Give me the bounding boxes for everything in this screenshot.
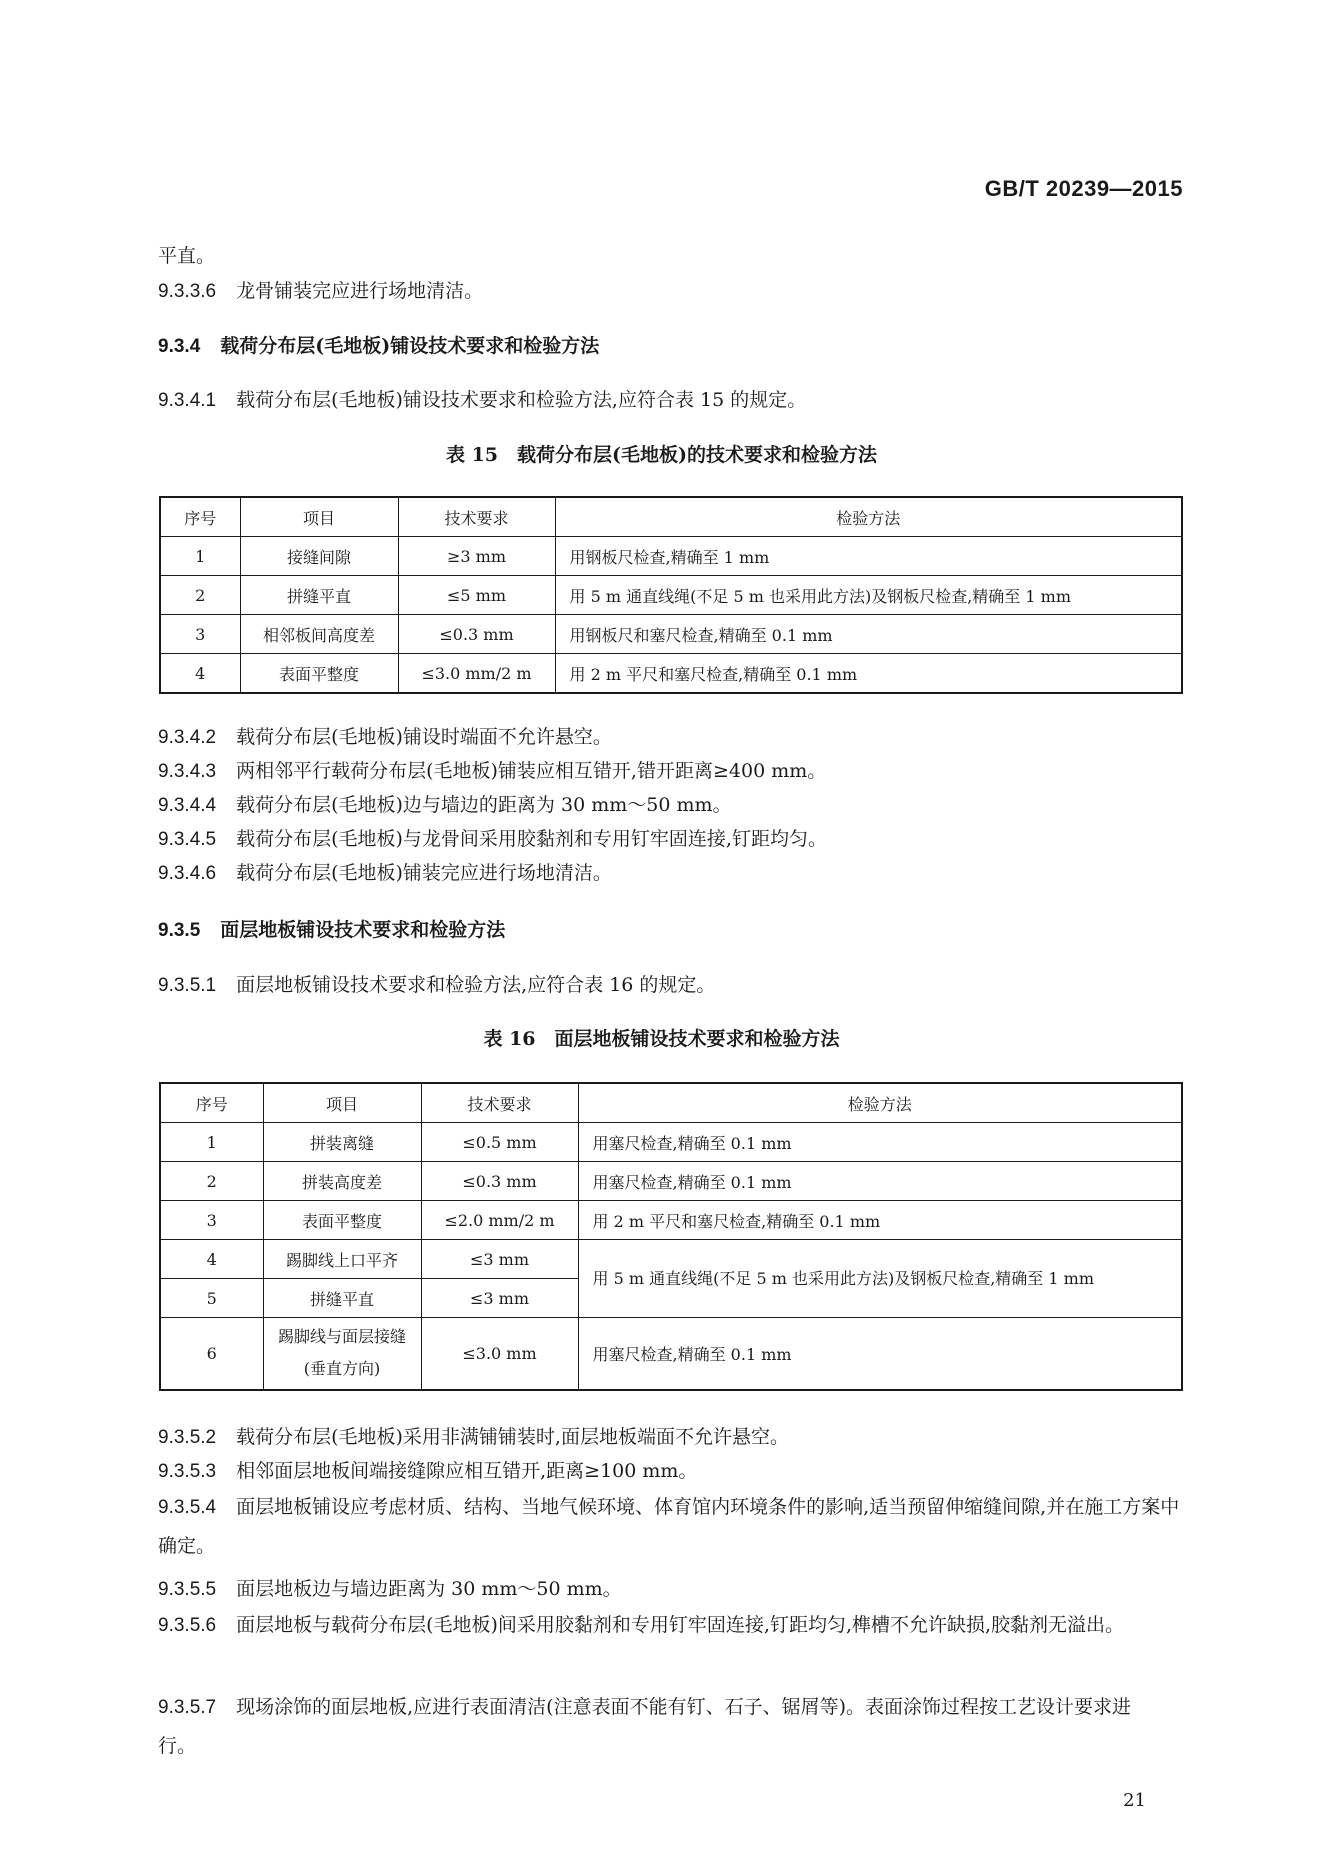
clause-9-3-4-6 bbox=[158, 858, 1183, 889]
header-cell: 项目 bbox=[240, 497, 398, 537]
table-row bbox=[160, 1162, 1182, 1201]
clause-9-3-5-2 bbox=[158, 1422, 1183, 1453]
cell-method: 用 5 m 通直线绳(不足 5 m 也采用此方法)及钢板尺检查,精确至 1 mm bbox=[555, 576, 1182, 615]
clause-text: 面层地板铺设应考虑材质、结构、当地气候环境、体育馆内环境条件的影响,适当预留伸缩缝间隙,并在施工方案中确定。 bbox=[158, 1496, 1180, 1557]
table-row bbox=[160, 1240, 1182, 1279]
clause-text: 载荷分布层(毛地板)与龙骨间采用胶黏剂和专用钉牢固连接,钉距均匀。 bbox=[236, 828, 827, 850]
clause-9-3-5-7 bbox=[158, 1688, 1153, 1765]
table-row bbox=[160, 615, 1182, 654]
header-cell: 序号 bbox=[160, 1083, 263, 1123]
section-title: 面层地板铺设技术要求和检验方法 bbox=[220, 919, 506, 941]
clause-text: 载荷分布层(毛地板)边与墙边的距离为 30 mm～50 mm。 bbox=[236, 794, 732, 816]
section-heading-9-3-4 bbox=[158, 331, 1183, 362]
cell-index: 2 bbox=[160, 576, 240, 615]
cell-item: 拼缝平直 bbox=[240, 576, 398, 615]
clause-text: 载荷分布层(毛地板)铺装完应进行场地清洁。 bbox=[236, 862, 612, 884]
header-cell: 技术要求 bbox=[398, 497, 555, 537]
cell-item: 接缝间隙 bbox=[240, 537, 398, 576]
clause-9-3-5-4 bbox=[158, 1488, 1183, 1565]
section-heading-9-3-5 bbox=[158, 915, 1183, 946]
cell-index: 3 bbox=[160, 1201, 263, 1240]
clause-9-3-4-5 bbox=[158, 824, 1183, 855]
clause-text: 载荷分布层(毛地板)铺设技术要求和检验方法,应符合表 15 的规定。 bbox=[236, 389, 807, 411]
header-cell: 检验方法 bbox=[555, 497, 1182, 537]
table-row bbox=[160, 1318, 1182, 1390]
cell-method: 用塞尺检查,精确至 0.1 mm bbox=[578, 1123, 1182, 1162]
header-cell: 检验方法 bbox=[578, 1083, 1182, 1123]
cell-item: 表面平整度 bbox=[240, 654, 398, 694]
paragraph-continuation bbox=[158, 241, 1183, 271]
cell-item: 表面平整度 bbox=[263, 1201, 421, 1240]
clause-number: 9.3.4.2 bbox=[158, 727, 217, 748]
clause-number: 9.3.4.3 bbox=[158, 761, 217, 782]
section-title: 载荷分布层(毛地板)铺设技术要求和检验方法 bbox=[220, 335, 600, 357]
clause-9-3-4-3 bbox=[158, 756, 1183, 787]
table-row bbox=[160, 537, 1182, 576]
clause-text: 载荷分布层(毛地板)铺设时端面不允许悬空。 bbox=[236, 726, 612, 748]
clause-number: 9.3.5.5 bbox=[158, 1579, 217, 1600]
table-15 bbox=[159, 496, 1183, 694]
cell-index: 6 bbox=[160, 1318, 263, 1390]
clause-9-3-5-1 bbox=[158, 970, 1183, 1001]
clause-9-3-5-3 bbox=[158, 1456, 1183, 1487]
standard-code: GB/T 20239—2015 bbox=[984, 176, 1183, 201]
cell-requirement: ≤0.5 mm bbox=[421, 1123, 578, 1162]
cell-item: 踢脚线与面层接缝(垂直方向) bbox=[263, 1318, 421, 1390]
cell-item: 拼装高度差 bbox=[263, 1162, 421, 1201]
cell-item: 踢脚线上口平齐 bbox=[263, 1240, 421, 1279]
cell-index: 4 bbox=[160, 1240, 263, 1279]
clause-number: 9.3.5.7 bbox=[158, 1697, 217, 1718]
clause-text: 面层地板铺设技术要求和检验方法,应符合表 16 的规定。 bbox=[236, 974, 716, 996]
cell-item: 拼装离缝 bbox=[263, 1123, 421, 1162]
cell-method: 用 2 m 平尺和塞尺检查,精确至 0.1 mm bbox=[555, 654, 1182, 694]
cell-item: 相邻板间高度差 bbox=[240, 615, 398, 654]
table-16 bbox=[159, 1082, 1183, 1391]
table-header-row bbox=[160, 497, 1182, 537]
page-number: 21 bbox=[1123, 1790, 1146, 1811]
clause-9-3-5-6 bbox=[158, 1606, 1183, 1645]
cell-requirement: ≥3 mm bbox=[398, 537, 555, 576]
cell-index: 5 bbox=[160, 1279, 263, 1318]
clause-text: 面层地板边与墙边距离为 30 mm～50 mm。 bbox=[236, 1578, 622, 1600]
table-row bbox=[160, 576, 1182, 615]
table-row bbox=[160, 654, 1182, 694]
section-number: 9.3.4 bbox=[158, 336, 201, 357]
cell-method: 用 2 m 平尺和塞尺检查,精确至 0.1 mm bbox=[578, 1201, 1182, 1240]
clause-text: 现场涂饰的面层地板,应进行表面清洁(注意表面不能有钉、石子、锯屑等)。表面涂饰过程按工艺设计要求进行。 bbox=[158, 1696, 1131, 1757]
clause-number: 9.3.5.1 bbox=[158, 975, 217, 996]
cell-index: 3 bbox=[160, 615, 240, 654]
clause-number: 9.3.4.6 bbox=[158, 863, 217, 884]
cell-requirement: ≤3.0 mm/2 m bbox=[398, 654, 555, 694]
table-row bbox=[160, 1123, 1182, 1162]
cell-method: 用钢板尺和塞尺检查,精确至 0.1 mm bbox=[555, 615, 1182, 654]
cell-method: 用塞尺检查,精确至 0.1 mm bbox=[578, 1162, 1182, 1201]
cell-index: 1 bbox=[160, 537, 240, 576]
clause-text: 龙骨铺装完应进行场地清洁。 bbox=[236, 280, 484, 302]
cell-requirement: ≤3 mm bbox=[421, 1240, 578, 1279]
cell-index: 1 bbox=[160, 1123, 263, 1162]
table-row bbox=[160, 1201, 1182, 1240]
paragraph-text: 平直。 bbox=[158, 245, 216, 267]
header-cell: 序号 bbox=[160, 497, 240, 537]
cell-method-merged: 用 5 m 通直线绳(不足 5 m 也采用此方法)及钢板尺检查,精确至 1 mm bbox=[578, 1240, 1182, 1318]
clause-number: 9.3.4.4 bbox=[158, 795, 217, 816]
cell-index: 4 bbox=[160, 654, 240, 694]
cell-item: 拼缝平直 bbox=[263, 1279, 421, 1318]
clause-text: 载荷分布层(毛地板)采用非满铺铺装时,面层地板端面不允许悬空。 bbox=[236, 1426, 789, 1448]
cell-requirement: ≤2.0 mm/2 m bbox=[421, 1201, 578, 1240]
table-header-row bbox=[160, 1083, 1182, 1123]
cell-index: 2 bbox=[160, 1162, 263, 1201]
clause-text: 面层地板与载荷分布层(毛地板)间采用胶黏剂和专用钉牢固连接,钉距均匀,榫槽不允许缺损,胶黏剂无溢出。 bbox=[236, 1614, 1125, 1636]
clause-number: 9.3.3.6 bbox=[158, 281, 217, 302]
cell-requirement: ≤0.3 mm bbox=[421, 1162, 578, 1201]
clause-number: 9.3.5.3 bbox=[158, 1461, 217, 1482]
cell-requirement: ≤3.0 mm bbox=[421, 1318, 578, 1390]
clause-number: 9.3.5.2 bbox=[158, 1427, 217, 1448]
header-cell: 项目 bbox=[263, 1083, 421, 1123]
clause-text: 相邻面层地板间端接缝隙应相互错开,距离≥100 mm。 bbox=[236, 1460, 698, 1482]
clause-9-3-4-1 bbox=[158, 385, 1183, 416]
clause-number: 9.3.5.6 bbox=[158, 1615, 217, 1636]
clause-number: 9.3.5.4 bbox=[158, 1497, 217, 1518]
clause-text: 两相邻平行载荷分布层(毛地板)铺装应相互错开,错开距离≥400 mm。 bbox=[236, 760, 827, 782]
table-16-caption: 表 16 面层地板铺设技术要求和检验方法 bbox=[483, 1028, 840, 1050]
clause-9-3-4-2 bbox=[158, 722, 1183, 753]
cell-method: 用钢板尺检查,精确至 1 mm bbox=[555, 537, 1182, 576]
clause-9-3-4-4 bbox=[158, 790, 1183, 821]
cell-requirement: ≤5 mm bbox=[398, 576, 555, 615]
clause-number: 9.3.4.1 bbox=[158, 390, 217, 411]
header-cell: 技术要求 bbox=[421, 1083, 578, 1123]
clause-9-3-3-6 bbox=[158, 276, 1183, 307]
cell-requirement: ≤0.3 mm bbox=[398, 615, 555, 654]
clause-number: 9.3.4.5 bbox=[158, 829, 217, 850]
cell-method: 用塞尺检查,精确至 0.1 mm bbox=[578, 1318, 1182, 1390]
table-15-caption: 表 15 载荷分布层(毛地板)的技术要求和检验方法 bbox=[445, 444, 878, 466]
cell-requirement: ≤3 mm bbox=[421, 1279, 578, 1318]
clause-9-3-5-5 bbox=[158, 1574, 1183, 1605]
section-number: 9.3.5 bbox=[158, 920, 201, 941]
